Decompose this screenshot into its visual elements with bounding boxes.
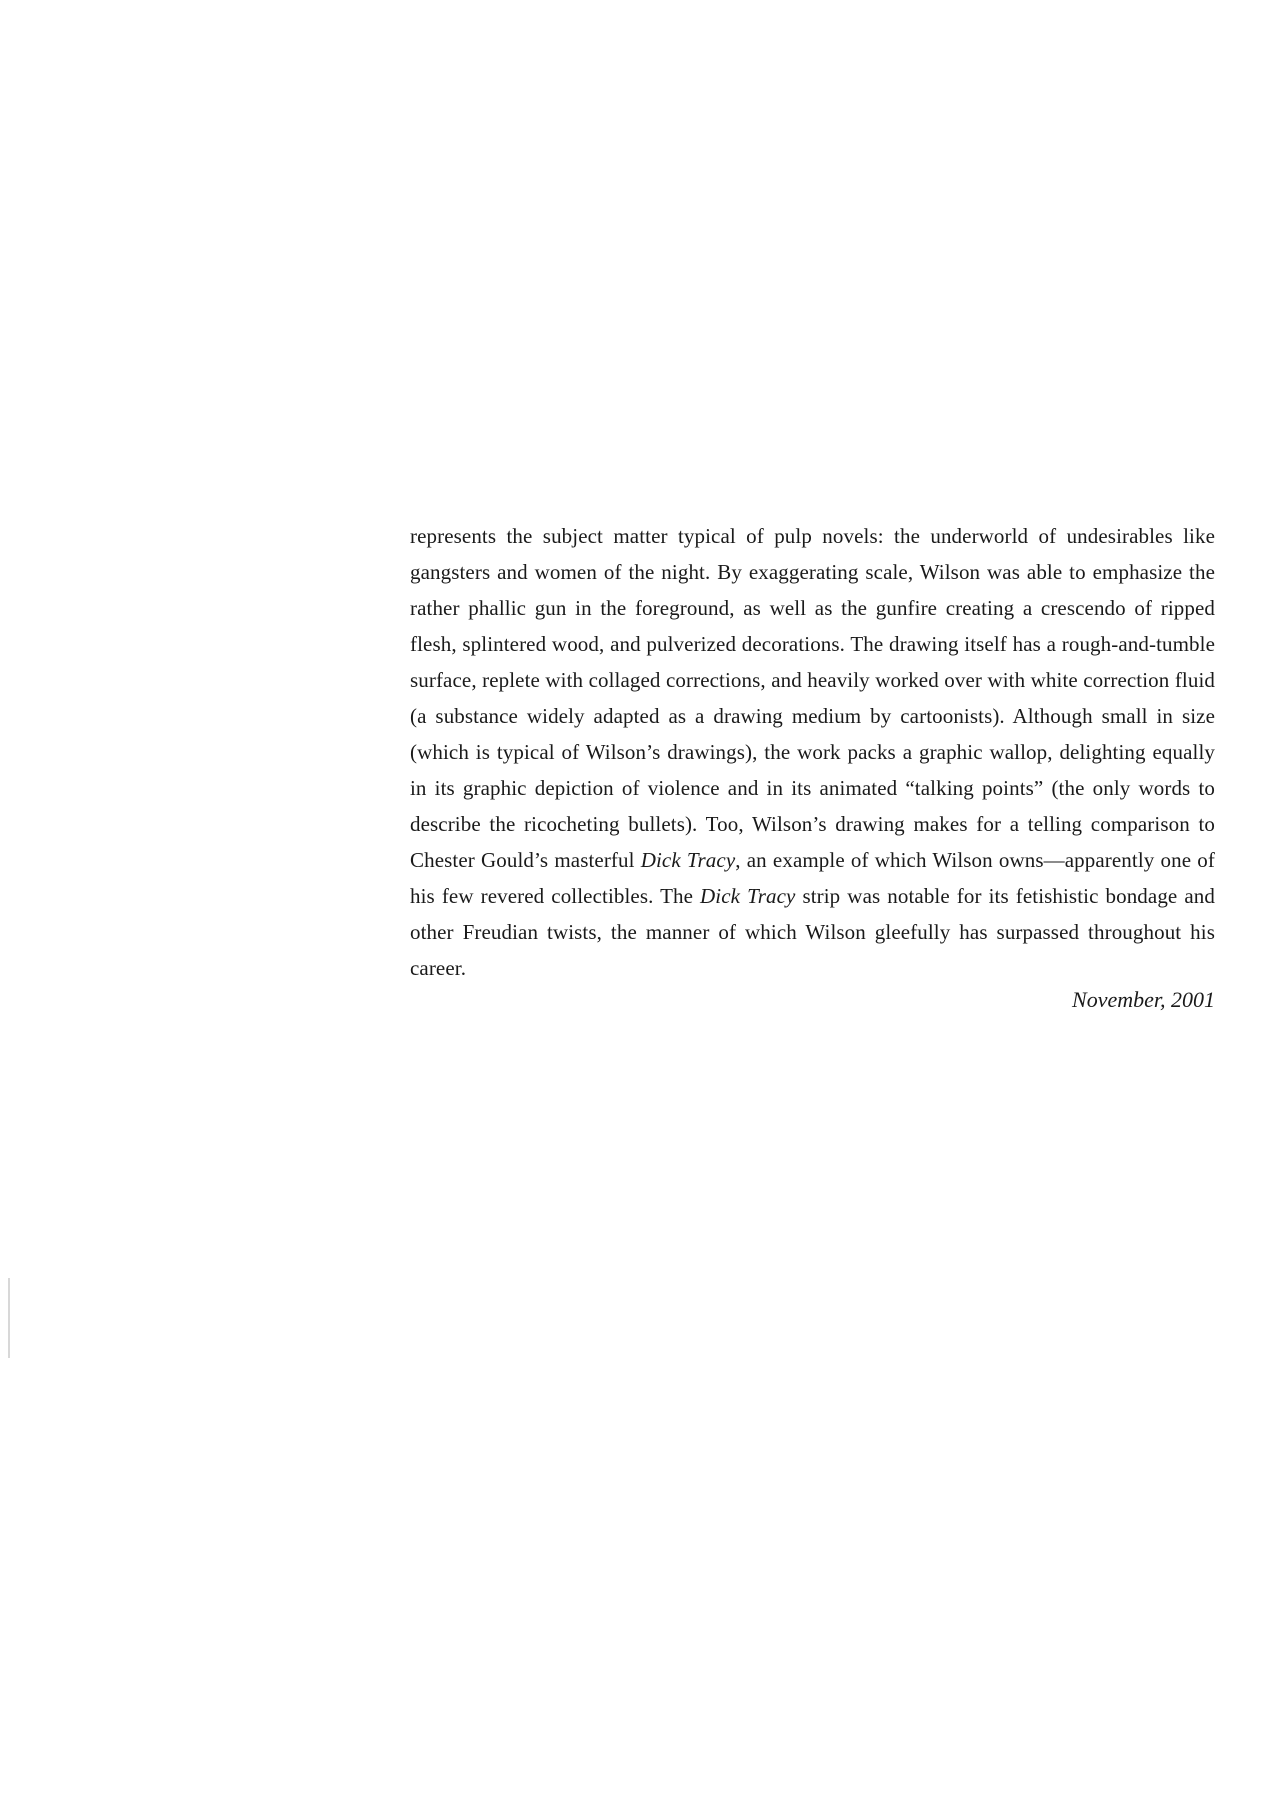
essay-text-segment: strip was notable for its fetishistic bondage and other Freudian twists, the manner of which Wilson gleefully has surpassed throughout his career. (410, 884, 1215, 980)
scan-edge-mark (8, 1278, 10, 1358)
dateline: November, 2001 (1072, 987, 1215, 1012)
essay-text-segment: represents the subject matter typical of pulp novels: the underworld of undesirables like gangsters and women of the night. By exaggerating scale, Wilson was able to emphasize the rather phallic gun in the foreground, as well as the gunfire creating a crescendo of ripped flesh, splintered wood, and pulverized decorations. The drawing itself has a rough-and-tumble surface, replete with collaged corrections, and heavily worked over with white correction fluid (a substance widely adapted as a drawing medium by cartoonists). Although small in size (which is typical of Wilson’s drawings), the work packs a graphic wallop, delighting equally in its graphic depiction of violence and in its animated “talking points” (the only words to describe the ricocheting bullets). Too, Wilson’s drawing makes for a telling comparison to Chester Gould’s masterful (410, 524, 1215, 872)
essay-text-segment: , an example of which Wilson owns—apparently one of his few revered collectibles. The (410, 848, 1215, 908)
essay-paragraph (410, 518, 1215, 986)
comic-title-dick-tracy: Dick Tracy (640, 848, 736, 872)
comic-title-dick-tracy: Dick Tracy (700, 884, 796, 908)
